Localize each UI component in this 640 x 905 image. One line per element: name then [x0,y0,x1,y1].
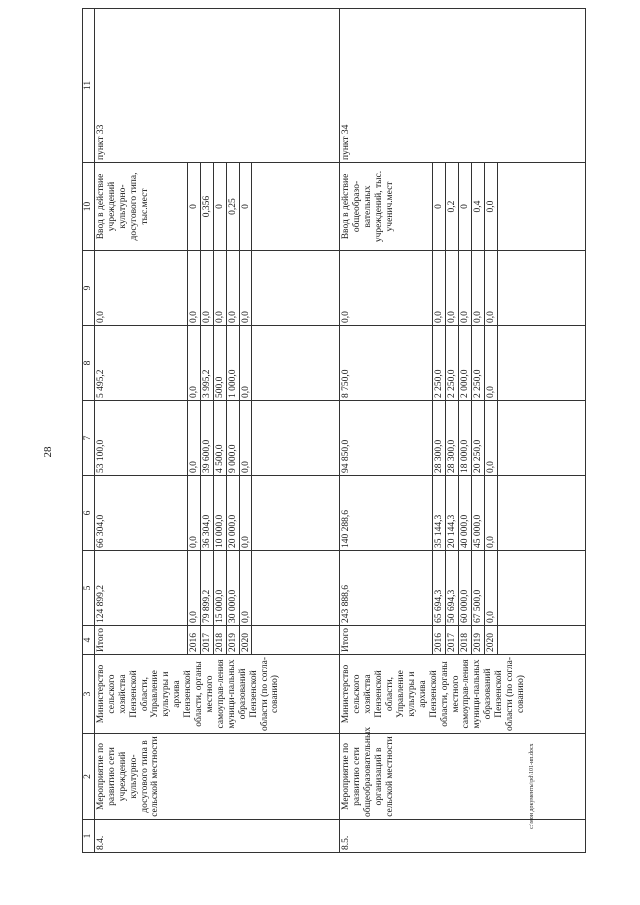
value: 0,0 [187,326,200,401]
value: 4 500,0 [213,401,226,476]
value: 28 300,0 [433,401,446,476]
year: 2020 [485,626,498,655]
year: 2016 [433,626,446,655]
total-col7: 94 850,0 [340,401,433,476]
header-col-4: 4 [83,626,95,655]
total-label: Итого [94,626,187,655]
value: 30 000,0 [226,551,239,626]
table-row [94,9,187,853]
value: 0,0 [187,401,200,476]
value: 1 000,0 [226,326,239,401]
year: 2020 [239,626,252,655]
value: 45 000,0 [472,476,485,551]
indicator-value: 0 [239,163,252,251]
value: 10 000,0 [213,476,226,551]
value: 500,0 [213,326,226,401]
value: 18 000,0 [459,401,472,476]
value: 0,0 [239,551,252,626]
header-col-6: 6 [83,476,95,551]
row-number: 8.5. [340,820,586,853]
program-table [82,8,586,853]
value: 35 144,3 [433,476,446,551]
year: 2016 [187,626,200,655]
total-col8: 5 495,2 [94,326,187,401]
year: 2018 [213,626,226,655]
total-col8: 8 750,0 [340,326,433,401]
value: 0,0 [459,251,472,326]
year: 2017 [446,626,459,655]
point-reference: пункт 34 [340,9,586,163]
total-col6: 66 304,0 [94,476,187,551]
value: 40 000,0 [459,476,472,551]
value: 2 250,0 [472,326,485,401]
value: 15 000,0 [213,551,226,626]
value: 20 000,0 [226,476,239,551]
value: 0,0 [213,251,226,326]
total-col6: 140 288,6 [340,476,433,551]
total-col7: 53 100,0 [94,401,187,476]
measure-name: Мероприятие по развитию сети учреждений культурно-досугового типа в сельской местности [94,734,340,820]
indicator-value: 0 [459,163,472,251]
value: 0,0 [485,551,498,626]
value: 0,0 [472,251,485,326]
value: 0,0 [485,401,498,476]
value: 0,0 [187,476,200,551]
total-col9: 0,0 [94,251,187,326]
header-col-1: 1 [83,820,95,853]
indicator-value: 0 [213,163,226,251]
value: 60 000,0 [459,551,472,626]
year: 2018 [459,626,472,655]
executor: Министерство сельского хозяйства Пензенской области, Управление культуры и архива Пензенской области, органы местного самоуправ-ления муници-пальных образований Пензенской области (по согла-сованию) [340,655,586,734]
value: 50 694,3 [446,551,459,626]
indicator-value: 0,4 [472,163,485,251]
value: 0,0 [187,251,200,326]
value: 2 000,0 [459,326,472,401]
row-number: 8.4. [94,820,340,853]
value: 0,0 [226,251,239,326]
value: 0,0 [446,251,459,326]
header-col-8: 8 [83,326,95,401]
value: 67 500,0 [472,551,485,626]
value: 0,0 [239,476,252,551]
value: 0,0 [187,551,200,626]
value: 28 300,0 [446,401,459,476]
value: 0,0 [485,326,498,401]
total-col5: 243 888,6 [340,551,433,626]
total-col5: 124 899,2 [94,551,187,626]
indicator: Ввод в действие учреждений культурно-досугового типа, тыс.мест [94,163,187,251]
value: 65 694,3 [433,551,446,626]
value: 0,0 [239,326,252,401]
indicator: Ввод в действие общеобразо-вательных учреждений, тыс. ученич.мест [340,163,433,251]
indicator-value: 0,25 [226,163,239,251]
file-path: c:\мои документы\pd\101-ип.docx [529,743,535,829]
header-numbers-row [83,9,95,853]
value: 0,0 [239,401,252,476]
value: 2 250,0 [446,326,459,401]
header-col-5: 5 [83,551,95,626]
value: 0,0 [485,476,498,551]
indicator-value: 0 [187,163,200,251]
value: 3 995,2 [200,326,213,401]
indicator-value: 0 [433,163,446,251]
value: 0,0 [485,251,498,326]
indicator-value: 0,356 [200,163,213,251]
point-reference: пункт 33 [94,9,340,163]
year: 2019 [472,626,485,655]
indicator-value: 0,2 [446,163,459,251]
value: 79 899,2 [200,551,213,626]
value: 9 000,0 [226,401,239,476]
value: 20 250,0 [472,401,485,476]
executor: Министерство сельского хозяйства Пензенской области, Управление культуры и архива Пензенской области, органы местного самоуправ-ления муници-пальных образований Пензенской области (по согла-сованию) [94,655,340,734]
table-row [340,9,433,853]
value: 0,0 [433,251,446,326]
value: 39 600,0 [200,401,213,476]
measure-name: Мероприятие по развитию сети общеобразовательных организаций в сельской местности [340,734,586,820]
total-col9: 0,0 [340,251,433,326]
value: 36 304,0 [200,476,213,551]
total-label: Итого [340,626,433,655]
header-col-2: 2 [83,734,95,820]
value: 0,0 [239,251,252,326]
value: 2 250,0 [433,326,446,401]
year: 2019 [226,626,239,655]
header-col-3: 3 [83,655,95,734]
indicator-value: 0,0 [485,163,498,251]
value: 20 144,3 [446,476,459,551]
page-number: 28 [42,446,54,458]
header-col-9: 9 [83,251,95,326]
header-col-7: 7 [83,401,95,476]
header-col-11: 11 [83,9,95,163]
value: 0,0 [200,251,213,326]
year: 2017 [200,626,213,655]
header-col-10: 10 [83,163,95,251]
